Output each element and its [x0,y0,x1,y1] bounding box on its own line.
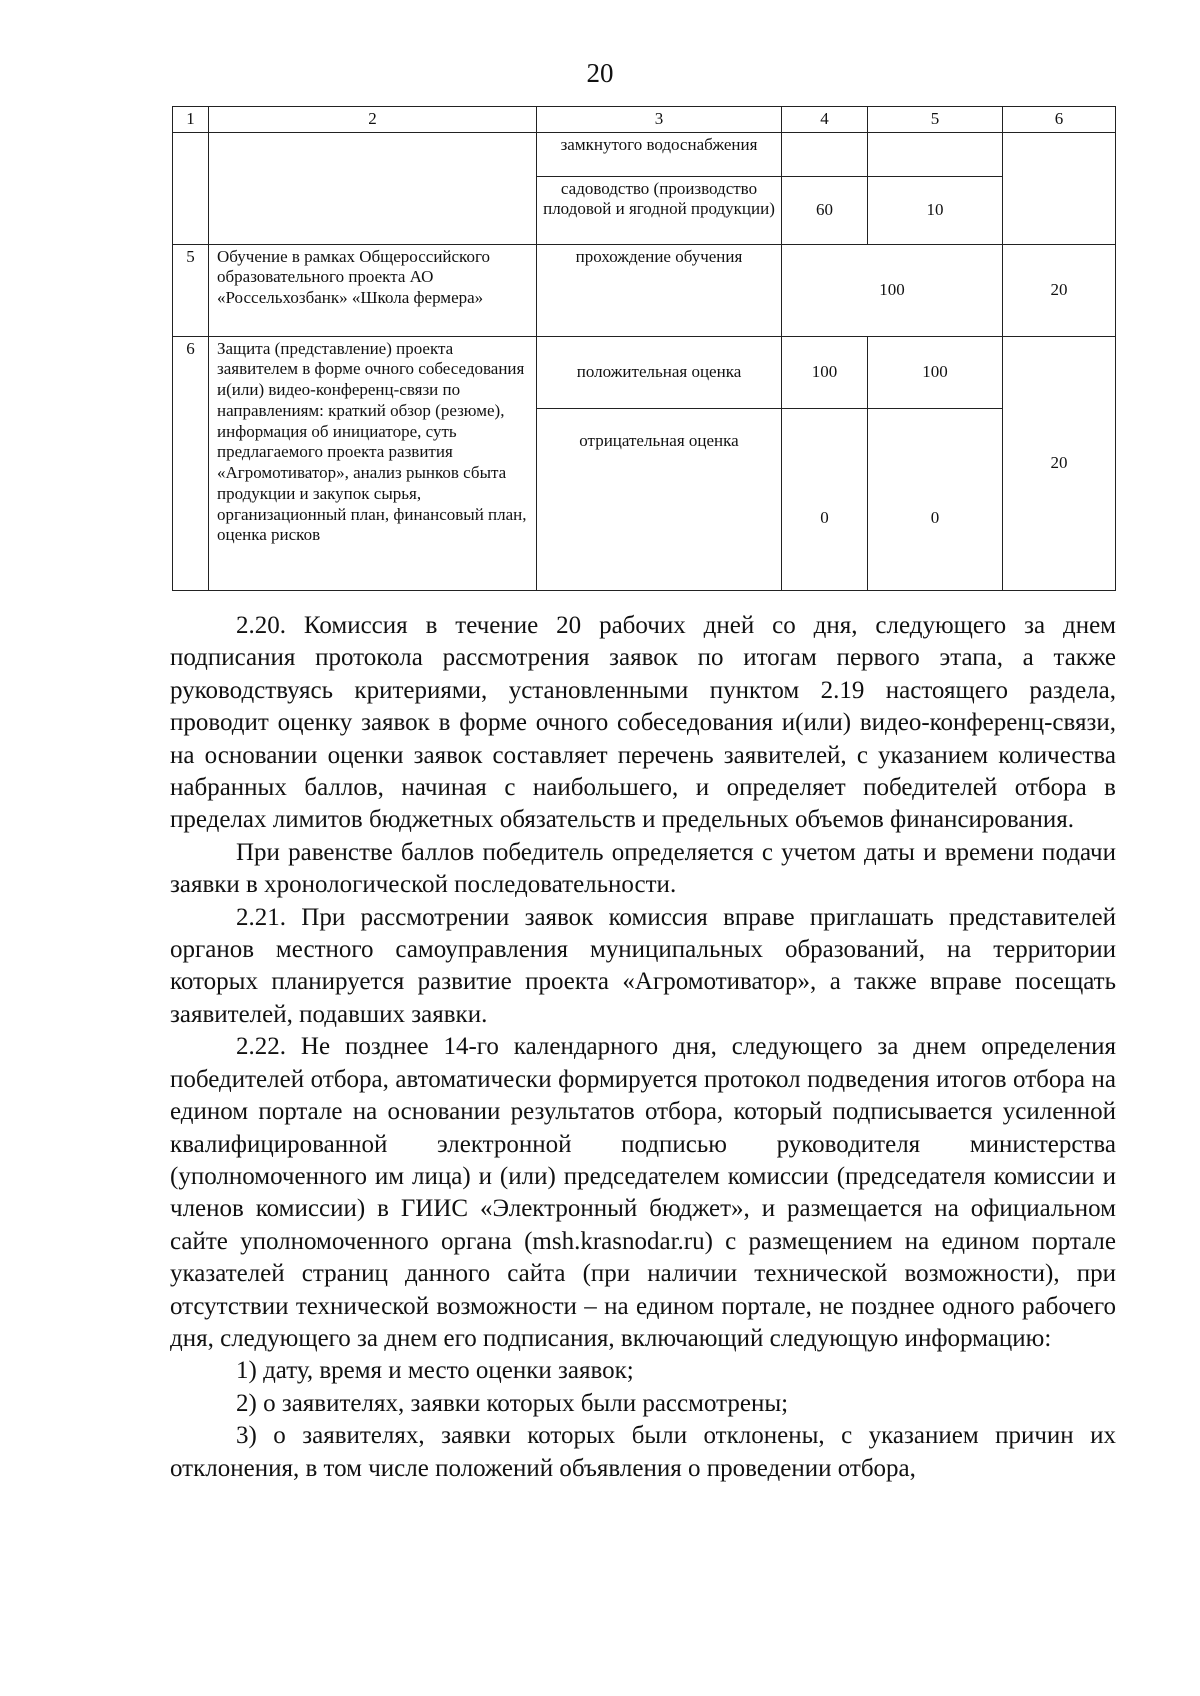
criterion-text: Защита (представление) проекта заявителем в форме очного собеседования и(или) видео-конференц-связи по направлениям: краткий обзор (резюме), информация об инициаторе, суть предлагаемого проекта развития «Агромотиватор», анализ рынков сбыта продукции и закупок сырья, организационный план, финансовый план, оценка рисков [209,336,537,590]
row-number: 5 [173,244,209,336]
table-cell [1003,132,1116,244]
score-value: 100 [868,336,1003,408]
indicator-text: отрицательная оценка [537,408,782,590]
indicator-text: прохождение обучения [537,244,782,336]
paragraph-2-20: 2.20. Комиссия в течение 20 рабочих дней со дня, следующего за днем подписания протокола рассмотрения заявок по итогам первого этапа, а также руководствуясь критериями, установленными пунктом 2.19 настоящего раздела, проводит оценку заявок в форме очного собеседования и(или) видео-конференц-связи, на основании оценки заявок составляет перечень заявителей, с указанием количества набранных баллов, начиная с наибольшего, и определяет победителей отбора в пределах лимитов бюджетных обязательств и предельных объемов финансирования. [170,612,1116,834]
header-cell: 1 [173,107,209,133]
score-value: 0 [868,408,1003,590]
score-value: 100 [782,244,1003,336]
criteria-table [172,106,1116,591]
list-item: 1) дату, время и место оценки заявок; [236,1357,634,1385]
criterion-text: Обучение в рамках Общероссийского образовательного проекта АО «Россельхозбанк» «Школа фермера» [209,244,537,336]
weight-value: 20 [1003,336,1116,590]
score-value: 0 [782,408,868,590]
page-number: 20 [586,58,614,88]
table-cell: садоводство (производство плодовой и ягодной продукции) [537,176,782,244]
row-number: 6 [173,336,209,590]
header-cell: 3 [537,107,782,133]
header-cell: 6 [1003,107,1116,133]
table-cell: 60 [782,176,868,244]
table-cell [209,132,537,244]
header-cell: 2 [209,107,537,133]
list-item: 3) о заявителях, заявки которых были отклонены, с указанием причин их отклонения, в том числе положений объявления о проведении отбора, [170,1422,1116,1482]
table-cell: 10 [868,176,1003,244]
table-cell [173,132,209,244]
paragraph-2-21: 2.21. При рассмотрении заявок комиссия вправе приглашать представителей органов местного самоуправления муниципальных образований, на территории которых планируется развитие проекта «Агромотиватор», а также вправе посещать заявителей, подавших заявки. [170,903,1116,1028]
table-row [173,132,1116,176]
paragraph-2-22: 2.22. Не позднее 14-го календарного дня, следующего за днем определения победителей отбора, автоматически формируется протокол подведения итогов отбора на едином портале на основании результатов отбора, который подписывается усиленной квалифицированной электронной подписью руководителя министерства (уполномоченного им лица) и (или) председателем комиссии (председателя комиссии и членов комиссии) в ГИИС «Электронный бюджет», и размещается на официальном сайте уполномоченного органа (msh.krasnodar.ru) с размещением на едином портале указателей страниц данного сайта (при наличии технической возможности), при отсутствии технической возможности – на едином портале, не позднее одного рабочего дня, следующего за днем его подписания, включающий следующую информацию: [170,1033,1116,1352]
table-row [173,244,1116,336]
table-cell [868,132,1003,176]
indicator-text: положительная оценка [537,336,782,408]
list-item: 2) о заявителях, заявки которых были рассмотрены; [236,1389,789,1417]
table-row [173,336,1116,408]
table-cell: замкнутого водоснабжения [537,132,782,176]
header-cell: 4 [782,107,868,133]
paragraph-equal-scores: При равенстве баллов победитель определяется с учетом даты и времени подачи заявки в хронологической последовательности. [170,838,1116,899]
header-cell: 5 [868,107,1003,133]
table-cell [782,132,868,176]
body-text [170,610,1116,1485]
table-header-row [173,107,1116,133]
weight-value: 20 [1003,244,1116,336]
score-value: 100 [782,336,868,408]
